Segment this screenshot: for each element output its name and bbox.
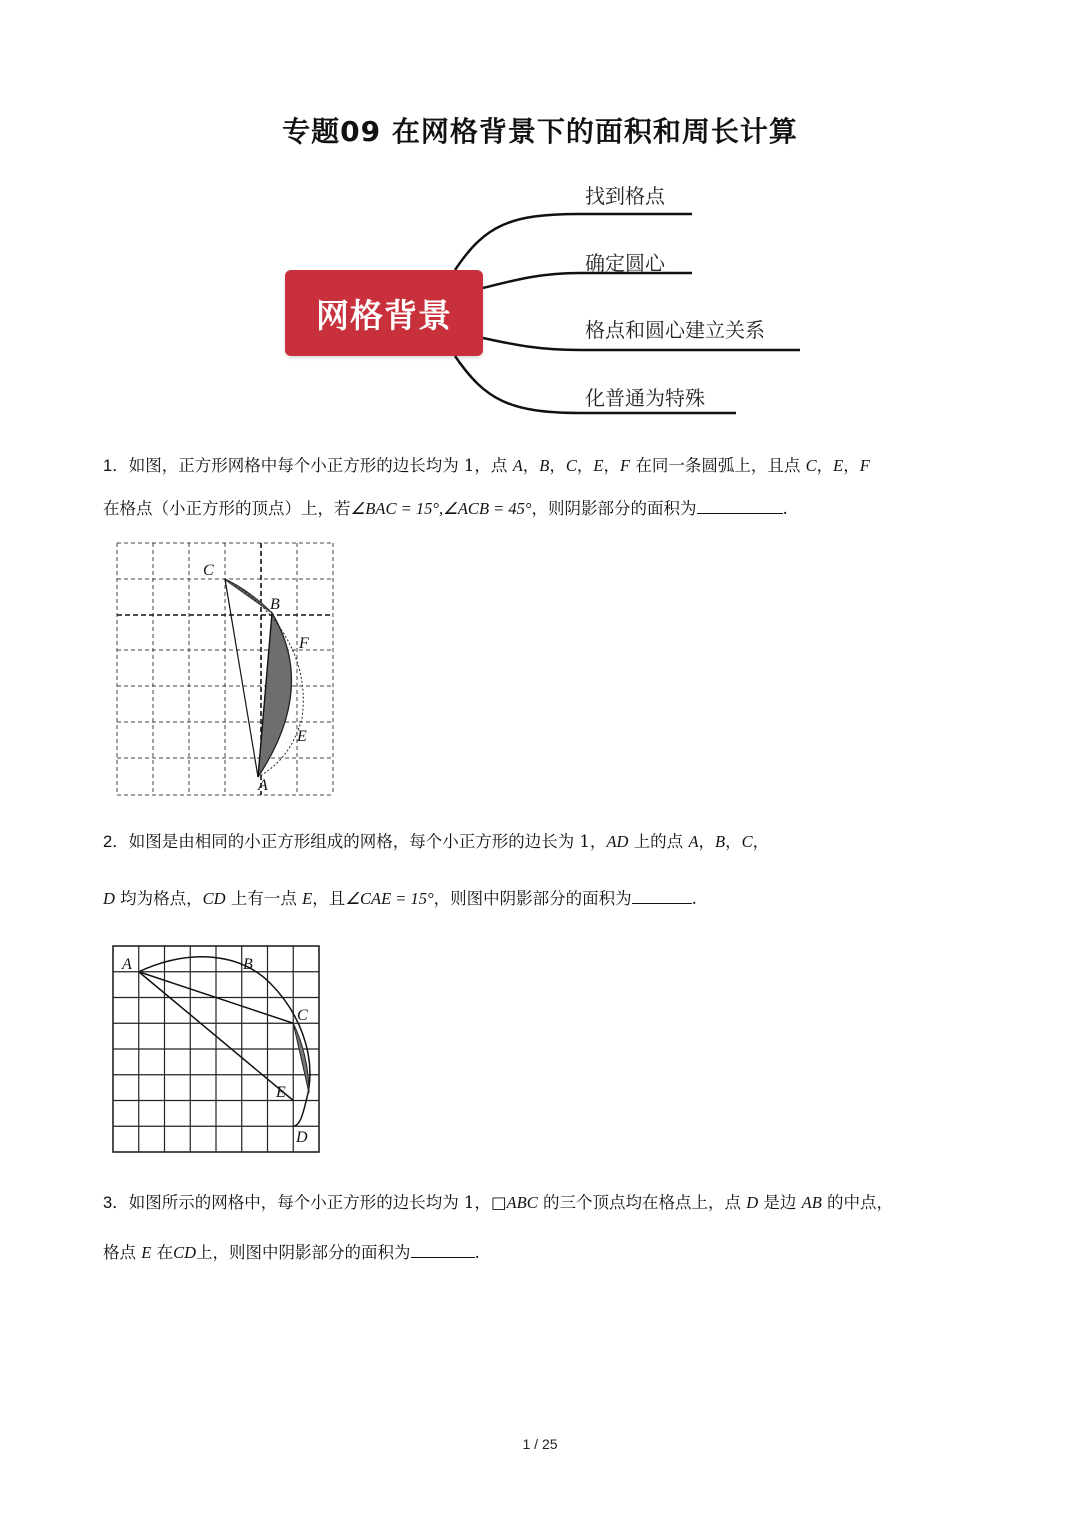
question-1-line-2: 在格点（小正方形的顶点）上，若∠BAC = 15°,∠ACB = 45°，则阴影部分的面积为 . [103, 499, 788, 518]
branch-find-grid-points: 找到格点 [585, 184, 665, 208]
question-2-line-1: 2．如图是由相同的小正方形组成的网格，每个小正方形的边长为 1，AD 上的点 A，B，C， [103, 832, 770, 851]
shaded-region [258, 613, 291, 777]
label-A: A [122, 956, 132, 973]
label-A: A [258, 777, 268, 794]
label-D: D [296, 1129, 308, 1146]
answer-blank[interactable] [697, 497, 783, 514]
mind-map [280, 170, 820, 430]
answer-blank[interactable] [411, 1241, 475, 1258]
label-B: B [243, 956, 253, 973]
label-E: E [297, 728, 307, 745]
label-B: B [270, 596, 280, 613]
branch-special-case: 化普通为特殊 [585, 386, 705, 410]
answer-blank[interactable] [632, 887, 692, 904]
question-2-figure [110, 943, 322, 1155]
question-2-line-2: D 均为格点，CD 上有一点 E，且∠CAE = 15°，则图中阴影部分的面积为 . [103, 889, 697, 908]
question-3-line-2: 格点 E 在CD上，则图中阴影部分的面积为 . [103, 1243, 480, 1262]
label-E: E [276, 1084, 286, 1101]
label-F: F [299, 635, 309, 652]
question-1-figure [112, 538, 338, 800]
page-title: 专题09 在网格背景下的面积和周长计算 [282, 115, 798, 148]
label-C: C [203, 562, 214, 579]
shaded-region [293, 1023, 309, 1093]
question-3-line-1: 3．如图所示的网格中，每个小正方形的边长均为 1，□ABC 的三个顶点均在格点上，点 D 是边 AB 的中点， [103, 1193, 894, 1212]
mind-map-center: 网格背景 [285, 270, 483, 356]
label-C: C [297, 1007, 308, 1024]
branch-determine-center: 确定圆心 [585, 251, 665, 275]
branch-build-relation: 格点和圆心建立关系 [585, 318, 765, 342]
question-1-line-1: 1．如图，正方形网格中每个小正方形的边长均为 1，点 A，B，C，E，F 在同一条圆弧上，且点 C，E，F [103, 456, 870, 475]
page-number: 1 / 25 [522, 1436, 558, 1452]
